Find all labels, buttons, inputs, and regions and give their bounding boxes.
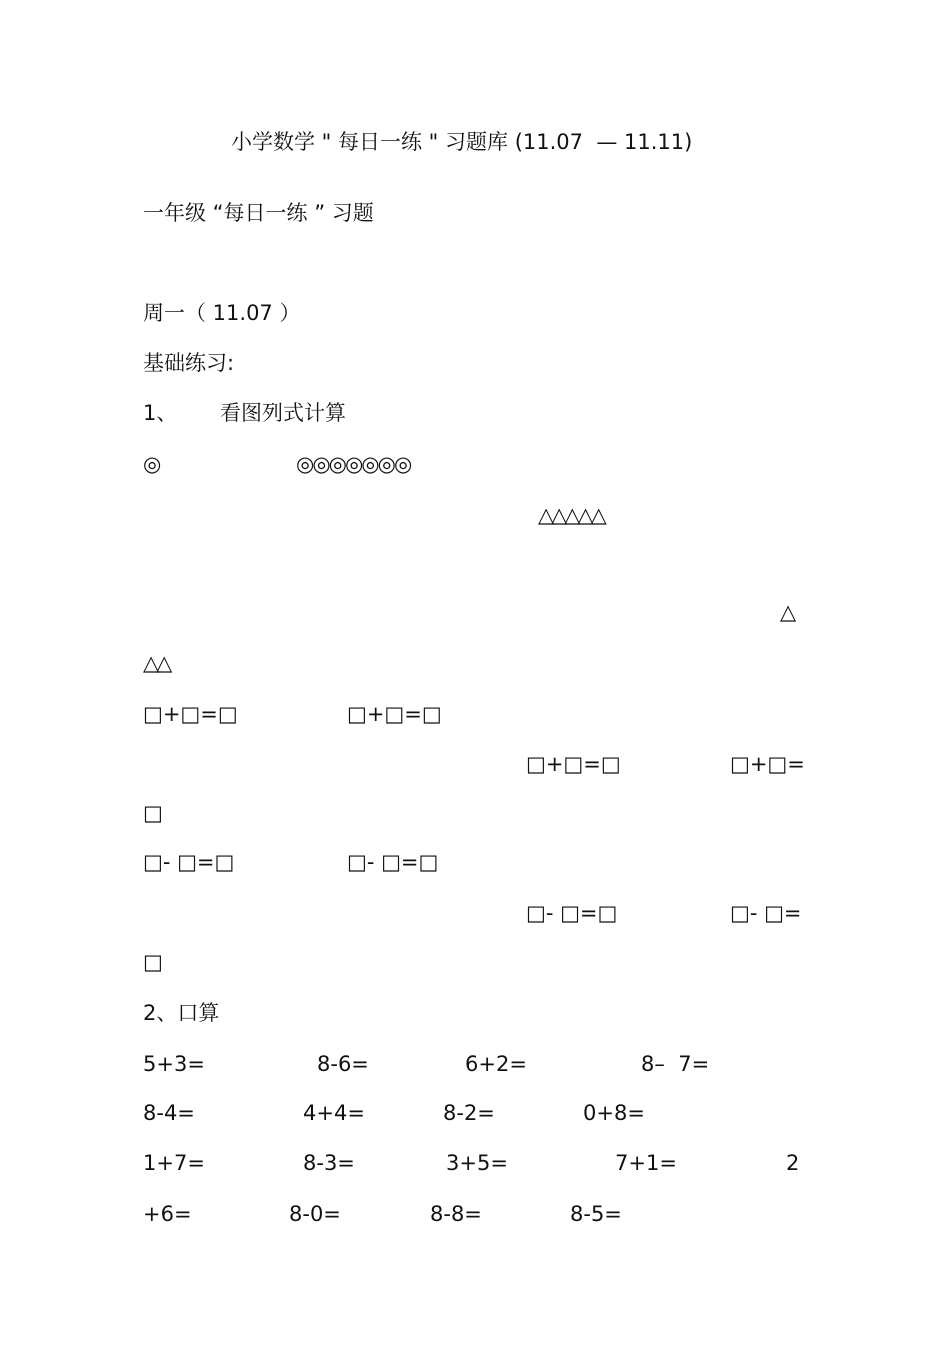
question-2-label: 2、口算 xyxy=(143,1001,220,1025)
oral-item: 8-6= xyxy=(317,1052,369,1076)
circle-single: ◎ xyxy=(143,452,162,476)
oral-item: 8-8= xyxy=(430,1202,482,1226)
subtraction-equation-3: □- □=□ xyxy=(526,901,618,925)
oral-item: 0+8= xyxy=(583,1101,645,1125)
subtraction-equation-2: □- □=□ xyxy=(347,850,439,874)
addition-equation-4: □+□= xyxy=(730,752,805,776)
subtraction-equation-4: □- □= xyxy=(730,901,802,925)
oral-item: 6+2= xyxy=(465,1052,527,1076)
oral-item: 3+5= xyxy=(446,1151,508,1175)
oral-item: 8-0= xyxy=(289,1202,341,1226)
addition-equation-1: □+□=□ xyxy=(143,702,238,726)
grade-heading: 一年级 “每日一练 ” 习题 xyxy=(143,201,374,225)
oral-item: 2 xyxy=(786,1151,800,1175)
oral-item: 8– 7= xyxy=(641,1052,710,1076)
triangle-group: △△△△△ xyxy=(538,503,604,527)
addition-answer-box: □ xyxy=(143,801,163,825)
oral-item: 8-4= xyxy=(143,1101,195,1125)
oral-item: 5+3= xyxy=(143,1052,205,1076)
oral-item: +6= xyxy=(143,1202,192,1226)
section-basic-label: 基础练习: xyxy=(143,351,235,375)
triangle-single: △ xyxy=(780,600,797,624)
question-1-number: 1、 xyxy=(143,401,178,425)
subtraction-answer-box: □ xyxy=(143,950,163,974)
question-1-label: 看图列式计算 xyxy=(220,401,346,425)
page-title: 小学数学 " 每日一练 " 习题库 (11.07 — 11.11) xyxy=(231,130,693,154)
oral-item: 4+4= xyxy=(303,1101,365,1125)
oral-item: 1+7= xyxy=(143,1151,205,1175)
oral-item: 7+1= xyxy=(615,1151,677,1175)
addition-equation-3: □+□=□ xyxy=(526,752,621,776)
circle-group: ◎◎◎◎◎◎◎ xyxy=(296,452,411,476)
oral-item: 8-3= xyxy=(303,1151,355,1175)
day-heading: 周一（ 11.07 ） xyxy=(143,301,301,325)
triangle-pair: △△ xyxy=(143,651,170,675)
subtraction-equation-1: □- □=□ xyxy=(143,850,235,874)
oral-item: 8-2= xyxy=(443,1101,495,1125)
addition-equation-2: □+□=□ xyxy=(347,702,442,726)
oral-item: 8-5= xyxy=(570,1202,622,1226)
